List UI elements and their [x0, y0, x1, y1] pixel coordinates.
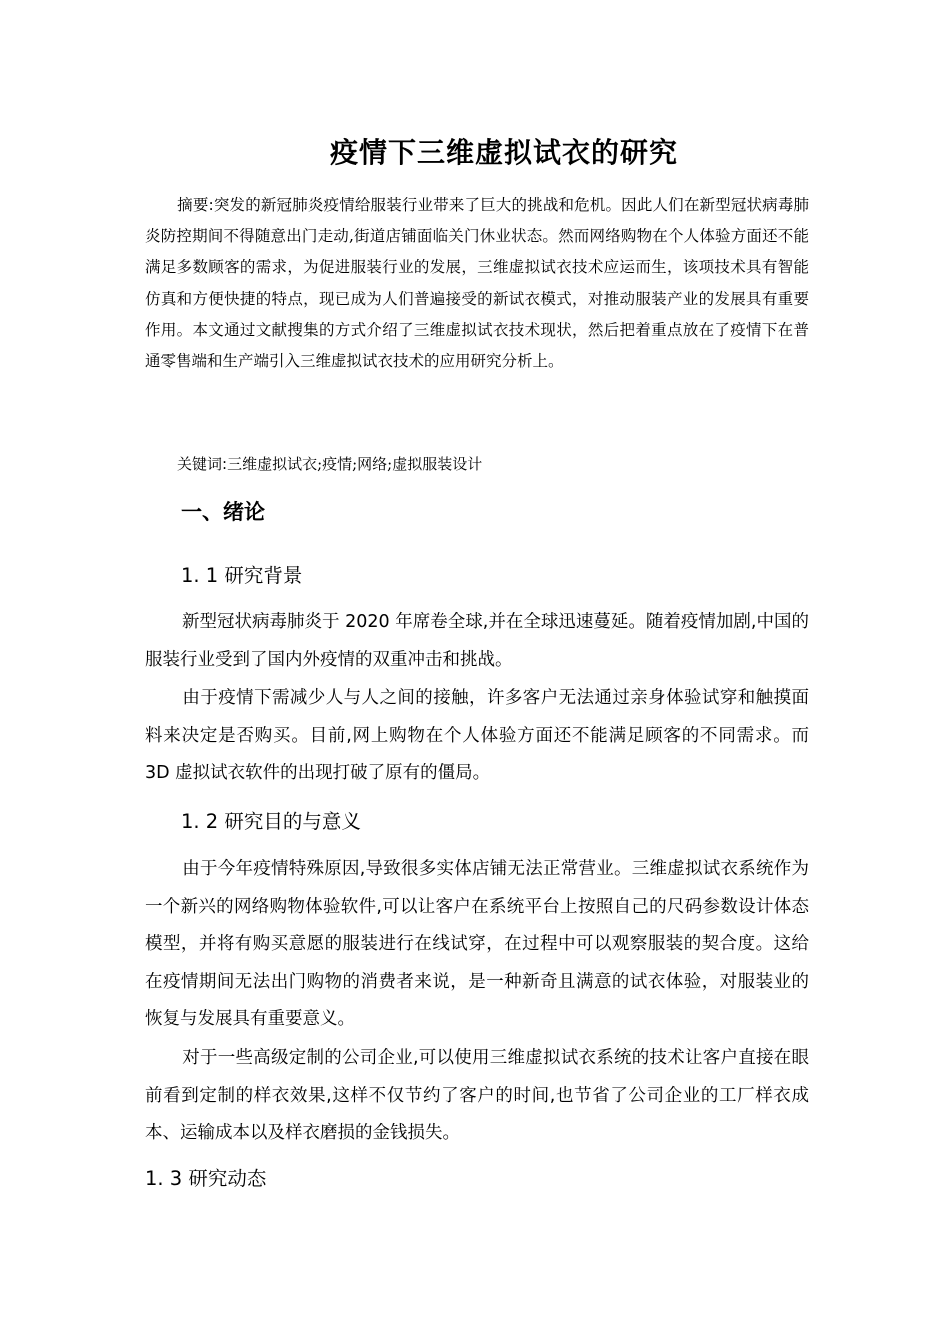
section-heading-introduction: 一、绪论 [181, 500, 265, 524]
purpose-paragraph-2-text: 对于一些高级定制的公司企业,可以使用三维虚拟试衣系统的技术让客户直接在眼前看到定制的样衣效果,这样不仅节约了客户的时间,也节省了公司企业的工厂样衣成本、运输成本以及样衣磨损的金钱损失。 [145, 1048, 809, 1143]
keywords-text: 三维虚拟试衣;疫情;网络;虚拟服装设计 [227, 455, 483, 473]
abstract [145, 190, 809, 377]
abstract-label: 摘要: [177, 196, 214, 214]
background-paragraph-1 [145, 604, 809, 679]
keywords-label: 关键词: [177, 455, 228, 473]
subsection-heading-purpose: 1. 2 研究目的与意义 [181, 810, 361, 833]
paper-title: 疫情下三维虚拟试衣的研究 [329, 136, 678, 169]
purpose-paragraph-1 [145, 851, 809, 1039]
purpose-paragraph-2 [145, 1040, 809, 1153]
subsection-heading-background: 1. 1 研究背景 [181, 564, 303, 587]
purpose-paragraph-1-text: 由于今年疫情特殊原因,导致很多实体店铺无法正常营业。三维虚拟试衣系统作为一个新兴的网络购物体验软件,可以让客户在系统平台上按照自己的尺码参数设计体态模型，并将有购买意愿的服装进行在线试穿，在过程中可以观察服装的契合度。这给在疫情期间无法出门购物的消费者来说，是一种新奇且满意的试衣体验，对服装业的恢复与发展具有重要意义。 [145, 859, 809, 1029]
abstract-text: 突发的新冠肺炎疫情给服装行业带来了巨大的挑战和危机。因此人们在新型冠状病毒肺炎防控期间不得随意出门走动,街道店铺面临关门休业状态。然而网络购物在个人体验方面还不能满足多数顾客的需求，为促进服装行业的发展，三维虚拟试衣技术应运而生，该项技术具有智能仿真和方便快捷的特点，现已成为人们普遍接受的新试衣模式，对推动服装产业的发展具有重要作用。本文通过文献搜集的方式介绍了三维虚拟试衣技术现状，然后把着重点放在了疫情下在普通零售端和生产端引入三维虚拟试衣技术的应用研究分析上。 [145, 196, 809, 371]
background-paragraph-1-text: 新型冠状病毒肺炎于 2020 年席卷全球,并在全球迅速蔓延。随着疫情加剧,中国的服装行业受到了国内外疫情的双重冲击和挑战。 [145, 612, 809, 670]
subsection-heading-research-trends: 1. 3 研究动态 [145, 1167, 267, 1190]
keywords [177, 454, 482, 474]
background-paragraph-2 [145, 680, 809, 793]
background-paragraph-2-text: 由于疫情下需减少人与人之间的接触，许多客户无法通过亲身体验试穿和触摸面料来决定是否购买。目前,网上购物在个人体验方面还不能满足顾客的不同需求。而 3D 虚拟试衣软件的出现打破了原有的僵局。 [145, 688, 809, 783]
